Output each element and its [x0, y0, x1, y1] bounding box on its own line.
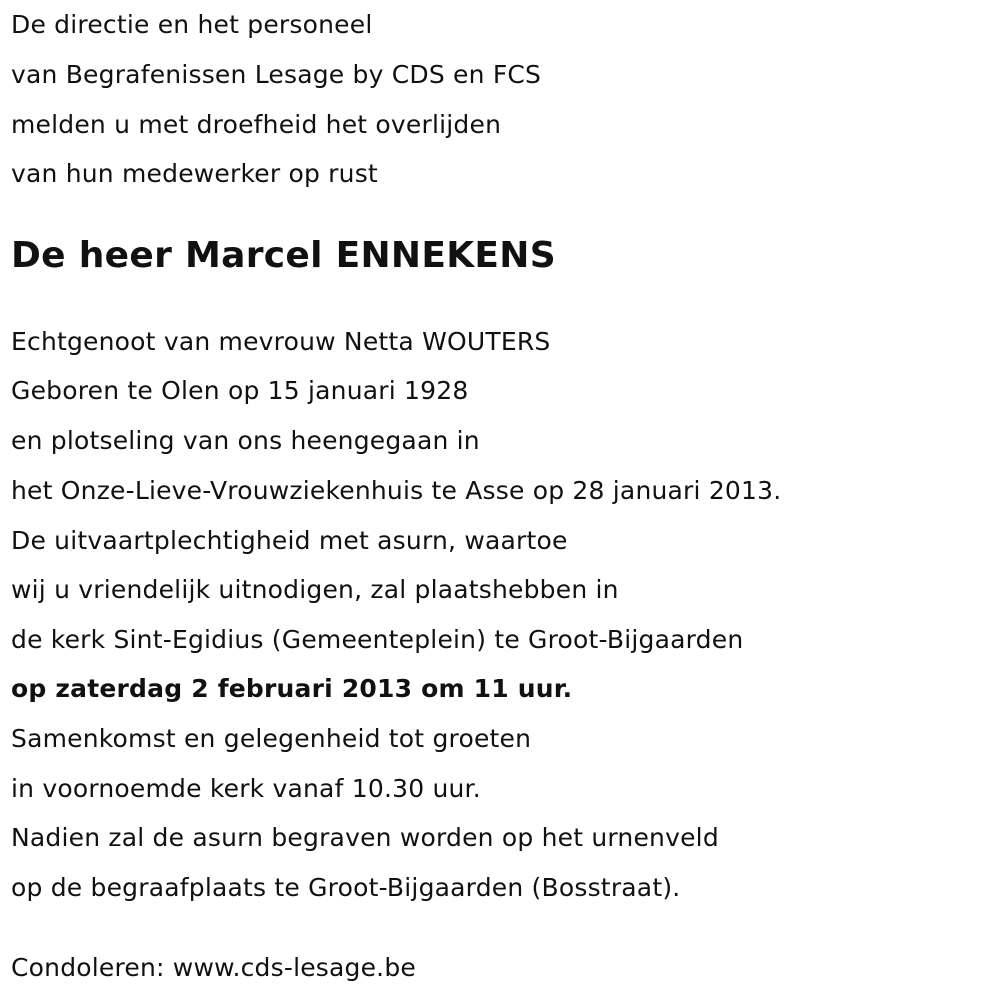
- body-line-6: wij u vriendelijk uitnodigen, zal plaatshebben in: [11, 575, 619, 604]
- body-line-12: op de begraafplaats te Groot-Bijgaarden (Bosstraat).: [11, 873, 681, 902]
- condolences-line: Condoleren: www.cds-lesage.be: [11, 953, 416, 982]
- body-line-1: Echtgenoot van mevrouw Netta WOUTERS: [11, 327, 551, 356]
- body-line-3: en plotseling van ons heengegaan in: [11, 426, 480, 455]
- body-line-10: in voornoemde kerk vanaf 10.30 uur.: [11, 774, 481, 803]
- body-line-7: de kerk Sint-Egidius (Gemeenteplein) te Groot-Bijgaarden: [11, 625, 744, 654]
- body-line-5: De uitvaartplechtigheid met asurn, waartoe: [11, 526, 568, 555]
- intro-line-4: van hun medewerker op rust: [11, 159, 378, 188]
- intro-line-1: De directie en het personeel: [11, 10, 373, 39]
- intro-line-3: melden u met droefheid het overlijden: [11, 110, 502, 139]
- deceased-name: De heer Marcel ENNEKENS: [11, 235, 556, 276]
- body-line-11: Nadien zal de asurn begraven worden op het urnenveld: [11, 823, 719, 852]
- body-line-4: het Onze-Lieve-Vrouwziekenhuis te Asse op 28 januari 2013.: [11, 476, 782, 505]
- intro-line-2: van Begrafenissen Lesage by CDS en FCS: [11, 60, 542, 89]
- body-line-9: Samenkomst en gelegenheid tot groeten: [11, 724, 532, 753]
- ceremony-date: op zaterdag 2 februari 2013 om 11 uur.: [11, 674, 573, 703]
- body-line-2: Geboren te Olen op 15 januari 1928: [11, 376, 469, 405]
